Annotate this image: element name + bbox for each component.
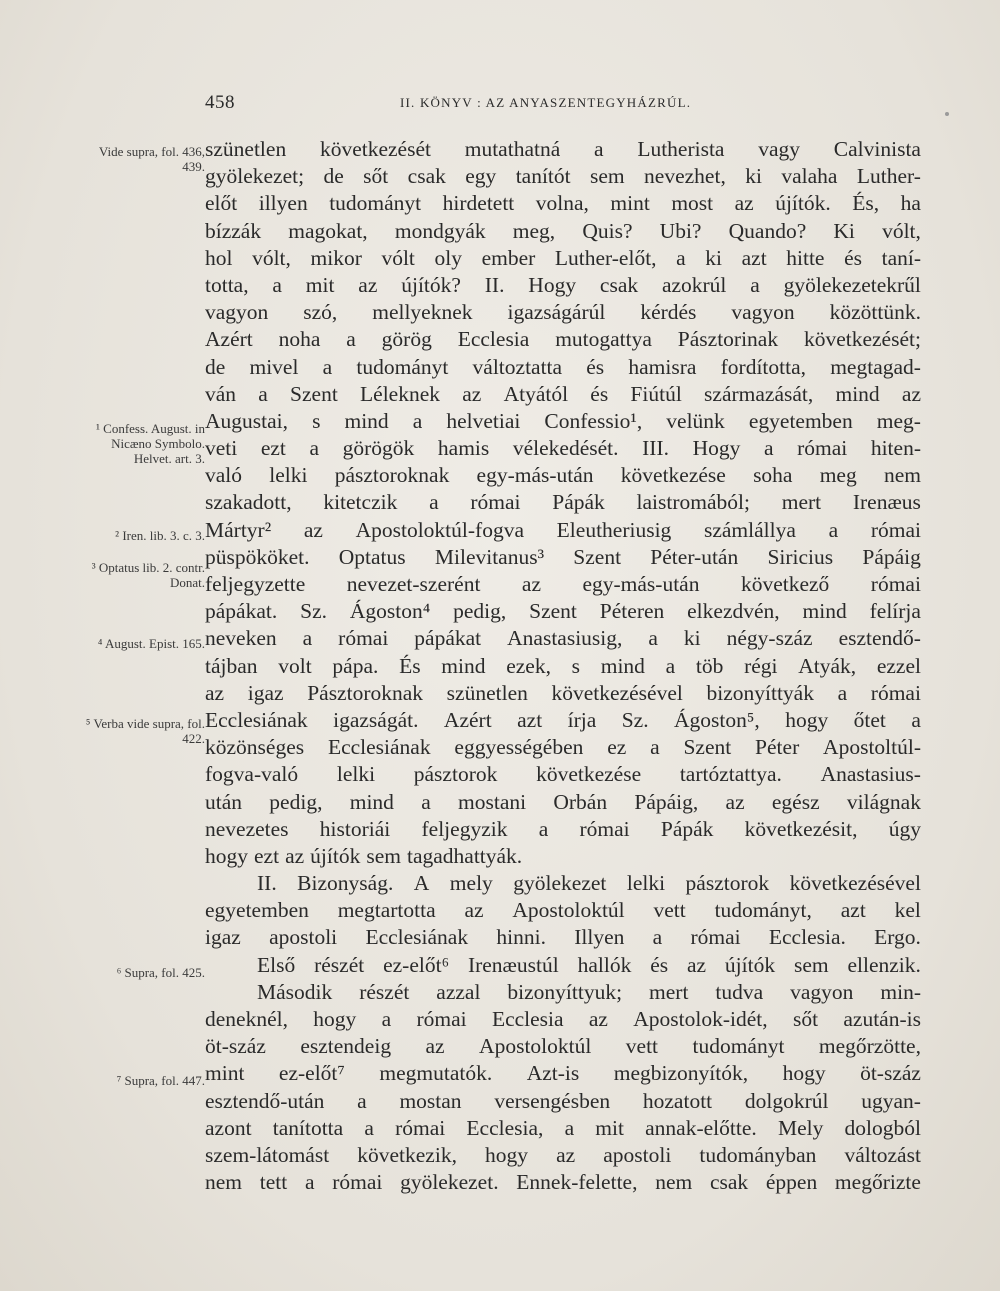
text-line: veti ezt a görögök hamis vélekedését. III. Hogy a római hiten- — [205, 436, 921, 461]
margin-note: ² Iren. lib. 3. c. 3. — [115, 528, 205, 543]
margin-note: Vide supra, fol. 436, 439. — [98, 144, 205, 174]
text-line: Augustai, s mind a helvetiai Confessio¹, velünk egyetemben meg- — [205, 408, 921, 433]
text-line: fogva-való lelki pásztorok következése tartóztattya. Anastasius- — [205, 762, 921, 787]
text-line: püspököket. Optatus Milevitanus³ Szent Péter-után Siricius Pápáig — [205, 544, 921, 569]
text-line: szünetlen következését mutathatná a Lutherista vagy Calvinista — [205, 137, 921, 161]
text-line: totta, a mit az újítók? II. Hogy csak azokrúl a gyölekezetekrűl — [205, 272, 921, 297]
text-line: nevezetes historiái feljegyzik a római Pápák következésit, úgy — [205, 816, 921, 841]
text-line: neveken a római pápákat Anastasiusig, a ki négy-száz esztendő- — [205, 626, 921, 651]
text-line: azont tanította a római Ecclesia, a mit annak-előtte. Mely dologból — [205, 1115, 921, 1140]
text-line: nem tett a római gyölekezet. Ennek-felette, nem csak éppen megőrizte — [205, 1170, 921, 1195]
text-line: az igaz Pásztoroknak szünetlen következésével bizonyíttyák a római — [205, 680, 921, 705]
page-header — [205, 92, 925, 116]
text-line: előt illyen tudományt hirdetett volna, mint most az újítók. És, ha — [205, 191, 921, 216]
text-line: igaz apostoli Ecclesiának hinni. Illyen a római Ecclesia. Ergo. — [205, 925, 921, 950]
text-line: mint ez-előt⁷ megmutatók. Azt-is megbizonyítók, hogy öt-száz — [205, 1061, 921, 1086]
text-line: való lelki pásztoroknak egy-más-után következése soha meg nem — [205, 463, 921, 488]
text-line: szem-látomást következik, hogy az apostoli tudományban változást — [205, 1142, 921, 1167]
margin-note: ³ Optatus lib. 2. contr. Donat. — [91, 560, 205, 590]
text-line: feljegyzette nevezet-szerént az egy-más-után következő római — [205, 572, 921, 596]
text-line: szakadott, kitetczik a római Pápák laistromából; mert Irenæus — [205, 490, 921, 515]
text-line: Ecclesiának igazságát. Azért azt írja Sz. Ágoston⁵, hogy őtet a — [205, 707, 921, 732]
text-line: bízzák magokat, mondgyák meg, Quis? Ubi? Quando? Ki vólt, — [205, 218, 921, 243]
margin-note: ⁴ August. Epist. 165. — [97, 636, 205, 651]
paper-speck — [945, 112, 949, 116]
text-line: pápákat. Sz. Ágoston⁴ pedig, Szent Péteren elkezdvén, mind felírja — [205, 599, 921, 624]
text-line: közönséges Ecclesiának eggyességében ez a Szent Péter Apostoltúl- — [205, 735, 921, 760]
text-line: hogy ezt az újítók sem tagadhattyák. — [205, 843, 523, 868]
page-number: 458 — [205, 92, 235, 113]
text-line: Mártyr² az Apostoloktúl-fogva Eleutheriusig számlállya a római — [205, 517, 921, 542]
margin-note: ¹ Confess. August. in Nicæno Symbolo. Helvet. art. 3. — [96, 421, 205, 466]
text-line: vagyon szó, mellyeknek igazságárúl kérdés vagyon közöttünk. — [205, 300, 921, 325]
margin-note: ⁵ Verba vide supra, fol. 422. — [85, 716, 205, 746]
text-line: deneknél, hogy a római Ecclesia az Apostolok-idét, sőt azután-is — [205, 1007, 921, 1031]
text-line: gyölekezet; de sőt csak egy tanítót sem nevezhet, ki valaha Luther- — [205, 164, 921, 189]
text-line: Azért noha a görög Ecclesia mutogattya Pásztorinak következését; — [205, 327, 921, 352]
margin-note: ⁷ Supra, fol. 447. — [116, 1073, 205, 1088]
text-line: Második részét azzal bizonyíttyuk; mert tudva vagyon min- — [257, 979, 921, 1004]
text-line: után pedig, mind a mostani Orbán Pápáig, az egész világnak — [205, 789, 921, 814]
text-line: II. Bizonyság. A mely gyölekezet lelki pásztorok következésével — [257, 871, 921, 896]
text-line: egyetemben megtartotta az Apostoloktúl vett tudományt, azt kel — [205, 898, 921, 923]
text-line: esztendő-után a mostan versengésben hozatott dolgokrúl ugyan- — [205, 1088, 921, 1113]
running-head: II. KÖNYV : AZ ANYASZENTEGYHÁZRÚL. — [400, 95, 692, 110]
text-line: hol vólt, mikor vólt oly ember Luther-előt, a ki azt hitte és taní- — [205, 245, 921, 270]
text-line: Első részét ez-előt⁶ Irenæustúl hallók és az újítók sem ellenzik. — [257, 952, 921, 977]
body-text — [205, 136, 921, 1196]
text-line: ván a Szent Léleknek az Atyától és Fiútúl származását, mind az — [205, 381, 921, 406]
text-line: öt-száz esztendeig az Apostoloktúl vett tudományt megőrzötte, — [205, 1034, 921, 1059]
text-line: de mivel a tudományt változtatta és hamisra fordította, megtagad- — [205, 354, 921, 379]
margin-note: ⁶ Supra, fol. 425. — [116, 965, 205, 980]
text-line: tájban volt pápa. És mind ezek, s mind a töb régi Atyák, ezzel — [205, 653, 921, 678]
